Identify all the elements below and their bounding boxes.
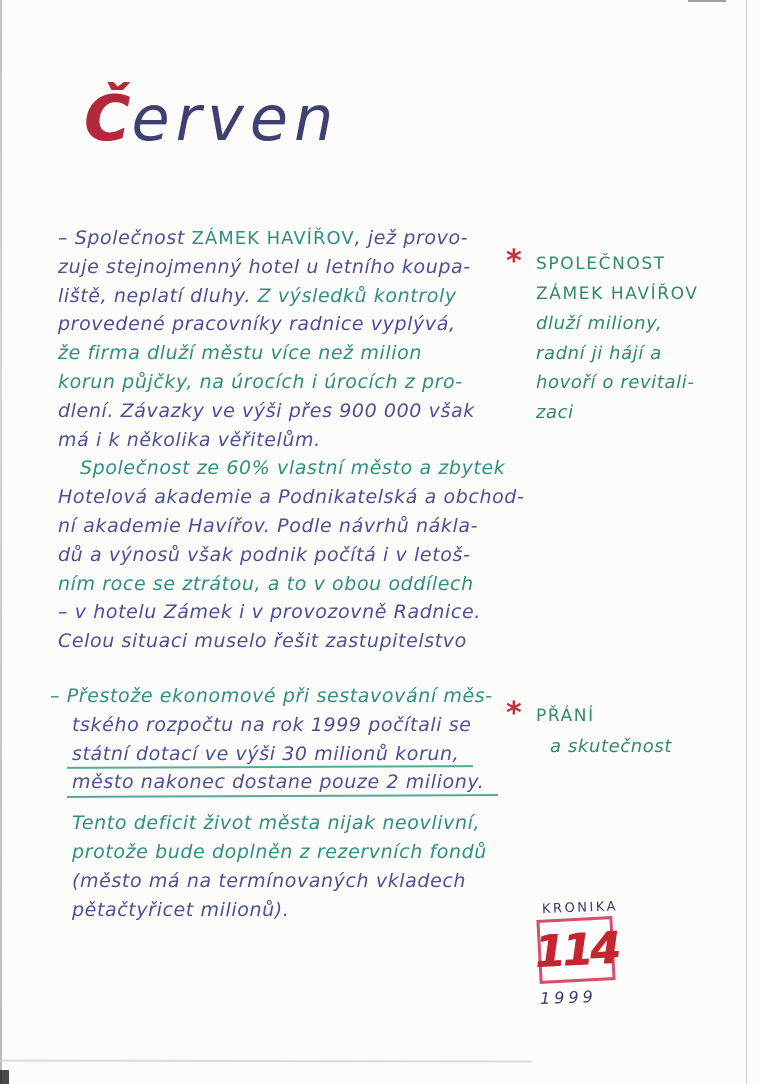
scan-edge-left (0, 0, 2, 1084)
handwritten-line (50, 740, 535, 769)
paragraph-company-zamek (58, 224, 533, 656)
handwritten-line: – Přestože ekonomové při sestavování měs- (50, 685, 493, 707)
note-line: zaci (536, 401, 574, 423)
handwritten-line: zuje stejnojmenný hotel u letního koupa- (58, 255, 471, 278)
line-segment: – Společnost (58, 227, 192, 249)
title-rest: erven (131, 82, 340, 155)
underlined-text: státní dotací ve výši 30 milionů korun, (72, 740, 459, 769)
handwritten-line: Hotelová akademie a Podnikatelská a obchod- (58, 486, 525, 509)
margin-note-text (536, 702, 741, 761)
asterisk-marker: * (506, 244, 523, 279)
margin-note-text (536, 250, 741, 427)
line-segment: liště, neplatí dluhy. (58, 284, 258, 307)
handwritten-line (58, 282, 533, 311)
line-segment-company-name: ZÁMEK HAVÍŘOV (191, 228, 355, 249)
handwritten-line: Tento deficit život města nijak neovlivní, (72, 812, 481, 835)
note-line: dluží miliony, (536, 313, 663, 334)
scan-corner-mark (0, 1070, 9, 1084)
handwritten-line (50, 768, 535, 797)
note-line: radní ji hájí a (536, 342, 662, 364)
handwritten-line: korun půjčky, na úrocích i úrocích z pro- (58, 370, 463, 393)
scan-edge-top (688, 0, 726, 2)
note-line: hovoří o revitali- (536, 372, 695, 393)
line-segment: Z výsledků kontroly (257, 284, 457, 307)
underlined-text: město nakonec dostane pouze 2 miliony. (72, 768, 484, 797)
handwritten-line: ní akademie Havířov. Podle návrhů nákla- (58, 514, 479, 537)
handwritten-line: Společnost ze 60% vlastní město a zbytek (80, 457, 506, 480)
handwritten-line: dlení. Závazky ve výši přes 900 000 však (58, 399, 475, 422)
handwritten-line: – v hotelu Zámek i v provozovně Radnice. (58, 601, 481, 624)
page-title (84, 82, 340, 155)
stamp-label: KRONIKA (541, 899, 619, 917)
page-number: 114 (533, 922, 619, 978)
note-line: a skutečnost (550, 735, 673, 757)
margin-note-wish (506, 696, 741, 761)
note-line: SPOLEČNOST (536, 254, 666, 274)
handwritten-line: protože bude doplněn z rezervních fondů (72, 840, 487, 863)
handwritten-line: Celou situaci muselo řešit zastupitelstvo (58, 630, 467, 653)
handwritten-line (58, 224, 533, 253)
margin-note-company (506, 244, 741, 427)
stamp-page-number-box (533, 916, 619, 984)
stamp-year: 1999 (539, 987, 598, 1008)
handwritten-line: ním roce se ztrátou, a to v obou oddílech (58, 572, 474, 595)
kronika-stamp (534, 900, 654, 1006)
handwritten-line: (město má na termínovaných vkladech (72, 869, 467, 892)
handwritten-line: provedené pracovníky radnice vyplývá, (58, 313, 456, 336)
title-initial-letter: Č (84, 82, 132, 155)
handwritten-line: pětačtyřicet milionů). (72, 898, 290, 921)
handwritten-line: dů a výnosů však podnik počítá i v letoš- (58, 543, 471, 566)
paragraph-budget-deficit (50, 682, 535, 924)
scan-edge-right (746, 0, 747, 1084)
scan-edge-bottom (0, 1059, 532, 1062)
handwritten-line: má i k několika věřitelům. (58, 428, 321, 451)
handwritten-line: že firma dluží městu více než milion (58, 342, 423, 365)
note-line: PŘÁNÍ (536, 706, 595, 726)
handwritten-line: tského rozpočtu na rok 1999 počítali se (72, 713, 472, 736)
line-segment: , jež provo- (354, 227, 469, 249)
note-line: ZÁMEK HAVÍŘOV (536, 283, 699, 304)
asterisk-marker: * (506, 696, 523, 731)
